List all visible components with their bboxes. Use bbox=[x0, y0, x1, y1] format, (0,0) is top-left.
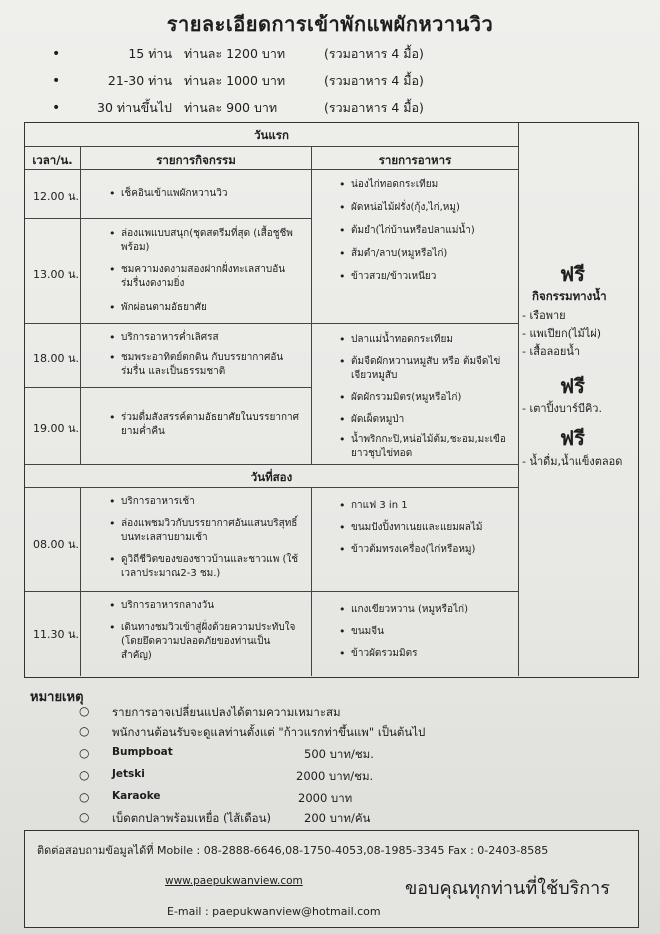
time-label: 18.00 น. bbox=[33, 352, 80, 365]
time-label: 19.00 น. bbox=[33, 422, 80, 435]
note-label: Jetski bbox=[112, 768, 145, 780]
divider bbox=[25, 487, 518, 488]
activity-item: • บริการอาหารกลางวัน bbox=[121, 599, 301, 613]
divider bbox=[25, 591, 518, 592]
food-item: • ขนมปังปิ้งทาเนยและแยมผลไม้ bbox=[351, 521, 511, 535]
food-item: • ปลาแม่น้ำทอดกระเทียม bbox=[351, 333, 511, 347]
circle-bullet-icon: ○ bbox=[79, 790, 90, 804]
food-item: • ข้าวผัดรวมมิตร bbox=[351, 647, 511, 661]
divider bbox=[25, 464, 518, 465]
note-label: Bumpboat bbox=[112, 746, 173, 758]
price-row bbox=[52, 71, 424, 91]
note-item bbox=[79, 746, 173, 760]
free-item: - เรือพาย bbox=[522, 309, 566, 322]
free-item: - เสื้อลอยน้ำ bbox=[522, 345, 581, 358]
website-link[interactable]: www.paepukwanview.com bbox=[165, 875, 303, 887]
free-item: - น้ำดื่ม,น้ำแข็งตลอด bbox=[522, 455, 623, 468]
note-item bbox=[79, 704, 341, 722]
thank-you-text: ขอบคุณทุกท่านที่ใช้บริการ bbox=[405, 878, 610, 899]
side-column-divider bbox=[518, 123, 519, 676]
note-label: Karaoke bbox=[112, 790, 161, 802]
column-header-food: รายการอาหาร bbox=[378, 153, 452, 167]
note-label: พนักงานต้อนรับจะดูแลท่านตั้งแต่ "ก้าวแรกท่าขึ้นแพ" เป็นต้นไป bbox=[112, 725, 426, 739]
bullet-icon: • bbox=[52, 73, 61, 89]
price-rate: ท่านละ 900 บาท bbox=[184, 100, 278, 115]
activity-item: • ดูวิถีชีวิตของของชาวบ้านและชาวแพ (ใช้เวลาประมาณ2-3 ชม.) bbox=[121, 553, 301, 581]
divider bbox=[311, 487, 312, 676]
food-item: • ผัดหน่อไม้ฝรั่ง(กุ้ง,ไก่,หมู) bbox=[351, 201, 511, 215]
activity-item: • เดินทางชมวิวเข้าสู่ฝั่งด้วยความประทับใจ (โดยยึดความปลอดภัยของท่านเป็นสำคัญ) bbox=[121, 621, 301, 663]
time-label: 11.30 น. bbox=[33, 628, 80, 641]
food-item: • ผัดเผ็ดหมูป่า bbox=[351, 413, 511, 427]
note-price: 2000 บาท bbox=[298, 791, 353, 805]
food-item: • ต้มยำ(ไก่บ้านหรือปลาแม่น้ำ) bbox=[351, 224, 511, 238]
notes-title: หมายเหตุ bbox=[30, 690, 84, 705]
price-group: 21-30 ท่าน bbox=[107, 73, 172, 88]
divider bbox=[25, 146, 518, 147]
food-item: • ผัดผักรวมมิตร(หมูหรือไก่) bbox=[351, 391, 511, 405]
page-title: รายละเอียดการเข้าพักแพผักหวานวิว bbox=[166, 12, 494, 36]
note-item bbox=[79, 724, 426, 742]
note-price: 2000 บาท/ชม. bbox=[296, 769, 374, 783]
activity-item: • บริการอาหารเช้า bbox=[121, 495, 301, 509]
day2-header: วันที่สอง bbox=[250, 470, 293, 484]
circle-bullet-icon: ○ bbox=[79, 746, 90, 760]
food-item: • ขนมจีน bbox=[351, 625, 511, 639]
free-label: ฟรี bbox=[560, 374, 585, 398]
circle-bullet-icon: ○ bbox=[79, 724, 90, 738]
activity-item: • ชมพระอาทิตย์ตกดิน กับบรรยากาศอันร่มรื่น และเป็นธรรมชาติ bbox=[121, 351, 301, 379]
divider bbox=[25, 387, 311, 388]
price-rate: ท่านละ 1200 บาท bbox=[184, 46, 286, 61]
price-row bbox=[52, 44, 424, 64]
free-label: ฟรี bbox=[560, 426, 585, 450]
price-note: (รวมอาหาร 4 มื้อ) bbox=[324, 73, 424, 88]
activity-item: • พักผ่อนตามอัธยาศัย bbox=[121, 301, 301, 315]
price-rate: ท่านละ 1000 บาท bbox=[184, 73, 286, 88]
circle-bullet-icon: ○ bbox=[79, 810, 90, 824]
activity-item: • เช็คอินเข้าแพผักหวานวิว bbox=[121, 187, 301, 201]
column-header-time: เวลา/น. bbox=[32, 153, 73, 167]
free-activities-heading: กิจกรรมทางน้ำ bbox=[532, 289, 607, 303]
bullet-icon: • bbox=[52, 100, 61, 116]
column-header-activity: รายการกิจกรรม bbox=[156, 153, 236, 167]
schedule-table bbox=[24, 122, 639, 678]
food-item: • ข้าวต้มทรงเครื่อง(ไก่หรือหมู) bbox=[351, 543, 511, 557]
email-address[interactable]: E-mail : paepukwanview@hotmail.com bbox=[167, 905, 381, 918]
divider bbox=[25, 218, 311, 219]
circle-bullet-icon: ○ bbox=[79, 704, 90, 718]
day1-header: วันแรก bbox=[254, 128, 289, 142]
note-label: รายการอาจเปลี่ยนแปลงได้ตามความเหมาะสม bbox=[112, 705, 341, 719]
note-price: 500 บาท/ชม. bbox=[304, 747, 374, 761]
food-item: • น้ำพริกกะปิ,หน่อไม้ต้ม,ชะอม,มะเขือยาวชุบไข่ทอด bbox=[351, 433, 511, 461]
note-price: 200 บาท/คัน bbox=[304, 811, 371, 825]
note-item bbox=[79, 810, 271, 828]
note-item bbox=[79, 768, 145, 782]
bullet-icon: • bbox=[52, 46, 61, 62]
time-label: 13.00 น. bbox=[33, 268, 80, 281]
divider bbox=[80, 146, 81, 464]
food-item: • น่องไก่ทอดกระเทียม bbox=[351, 178, 511, 192]
food-item: • ต้มจืดผักหวานหมูสับ หรือ ต้มจืดไข่เจียวหมูสับ bbox=[351, 355, 511, 383]
price-group: 15 ท่าน bbox=[128, 46, 172, 61]
time-label: 08.00 น. bbox=[33, 538, 80, 551]
price-row bbox=[52, 98, 424, 118]
note-item bbox=[79, 790, 161, 804]
note-label: เบ็ดตกปลาพร้อมเหยื่อ (ไส้เดือน) bbox=[112, 811, 271, 825]
activity-item: • บริการอาหารค่ำเลิศรส bbox=[121, 331, 301, 345]
food-item: • กาแฟ 3 in 1 bbox=[351, 499, 511, 513]
contact-box bbox=[24, 830, 639, 928]
activity-item: • ล่องแพแบบสนุก(ชุดสตรีมที่สุด (เสื้อชูชีพพร้อม) bbox=[121, 227, 301, 255]
food-item: • ข้าวสวย/ข้าวเหนียว bbox=[351, 270, 511, 284]
divider bbox=[25, 169, 518, 170]
free-item: - แพเปียก(ไม้ไผ่) bbox=[522, 327, 601, 340]
activity-item: • ชมความงดงามสองฝากฝั่งทะเลสาบอันร่มรื่นงดงามยิ่ง bbox=[121, 263, 301, 291]
divider bbox=[311, 146, 312, 464]
food-item: • ส้มตำ/ลาบ(หมูหรือไก่) bbox=[351, 247, 511, 261]
free-item: - เตาปิ้งบาร์บีคิว. bbox=[522, 402, 602, 415]
divider bbox=[25, 323, 518, 324]
contact-phone-line: ติดต่อสอบถามข้อมูลได้ที่ Mobile : 08-2888-6646,08-1750-4053,08-1985-3345 Fax : 0-2403-8585 bbox=[37, 844, 549, 857]
price-note: (รวมอาหาร 4 มื้อ) bbox=[324, 100, 424, 115]
free-label: ฟรี bbox=[560, 262, 585, 286]
food-item: • แกงเขียวหวาน (หมูหรือไก่) bbox=[351, 603, 511, 617]
price-note: (รวมอาหาร 4 มื้อ) bbox=[324, 46, 424, 61]
activity-item: • ร่วมดื่มสังสรรค์ตามอัธยาศัยในบรรยากาศยามค่ำคืน bbox=[121, 411, 301, 439]
divider bbox=[80, 487, 81, 676]
price-group: 30 ท่านขึ้นไป bbox=[97, 100, 172, 115]
activity-item: • ล่องแพชมวิวกับบรรยากาศอันแสนบริสุทธิ์บนทะเลสาบยามเช้า bbox=[121, 517, 301, 545]
time-label: 12.00 น. bbox=[33, 190, 80, 203]
circle-bullet-icon: ○ bbox=[79, 768, 90, 782]
